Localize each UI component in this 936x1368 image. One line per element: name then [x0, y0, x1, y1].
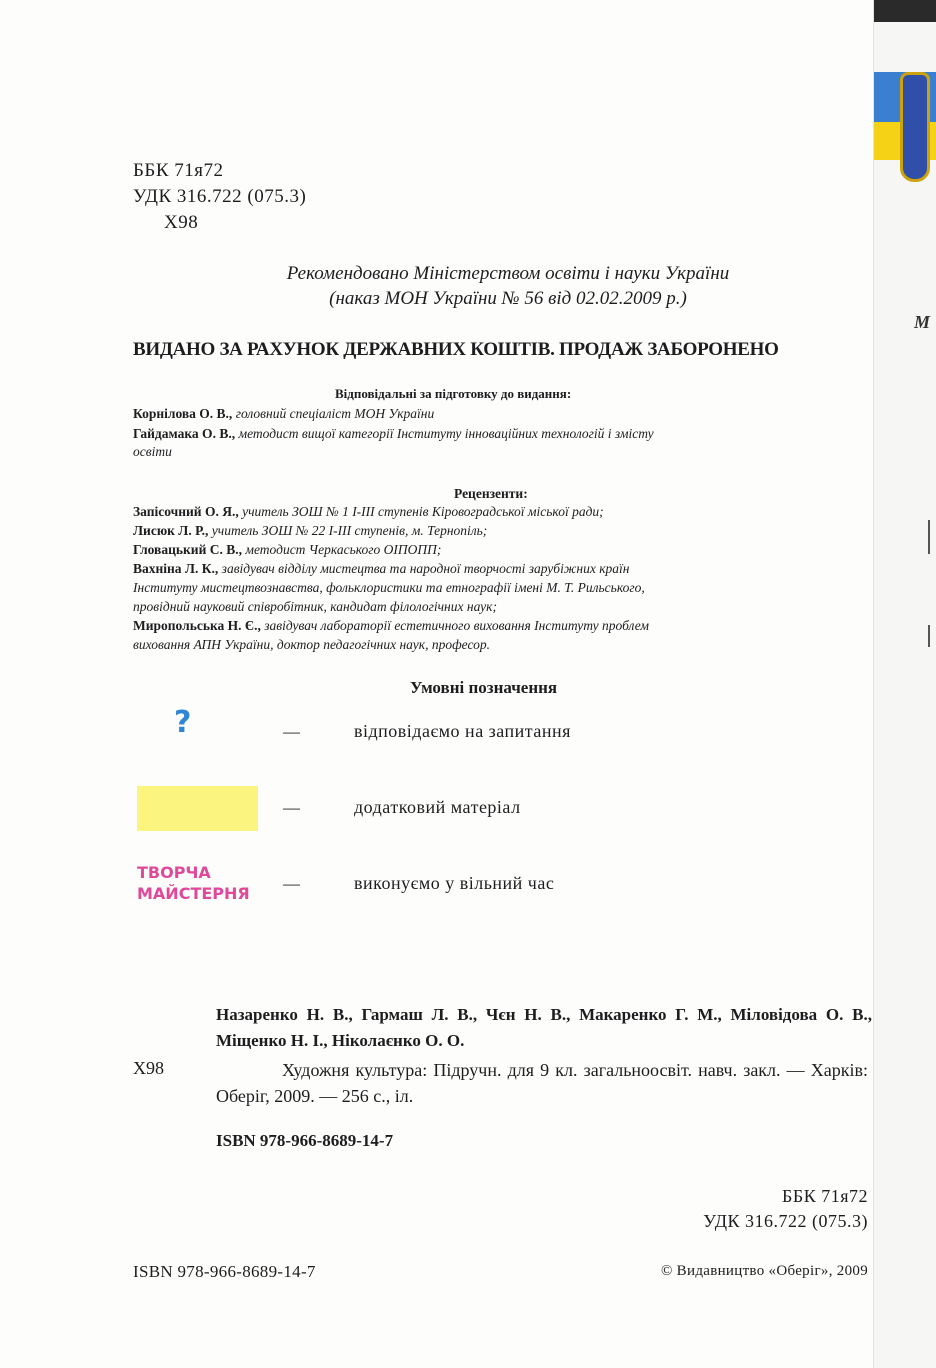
reviewer	[133, 541, 441, 559]
author-mark: Х98	[164, 212, 199, 233]
person-name: Гайдамака О. В.,	[133, 426, 236, 441]
reviewer-name: Гловацький С. В.,	[133, 542, 242, 557]
catalog-udk: УДК 316.722 (075.3)	[703, 1211, 868, 1231]
reviewer-role: методист Черкаського ОІПОПП;	[245, 542, 442, 557]
coat-of-arms-icon	[900, 72, 930, 182]
recommendation-line1: Рекомендовано Міністерством освіти і науки України	[286, 263, 730, 284]
edge-letter: М	[913, 312, 930, 332]
tvorcha-majsternia-label	[137, 862, 250, 904]
publisher-copyright: © Видавництво «Оберіг», 2009	[660, 1263, 868, 1279]
person-role: методист вищої категорії Інституту інноваційних технологій і змісту	[238, 426, 654, 441]
responsible-heading: Відповідальні за підготовку до видання:	[335, 386, 572, 401]
reviewer-name: Запісочний О. Я.,	[133, 504, 239, 519]
legend-dash: —	[283, 798, 300, 817]
reviewer	[133, 560, 629, 578]
recommendation-line2: (наказ МОН України № 56 від 02.02.2009 р.)	[329, 288, 687, 309]
label-line1: ТВОРЧА	[137, 863, 211, 882]
label-line2: МАЙСТЕРНЯ	[137, 884, 250, 903]
reviewer-role: завідувач відділу мистецтва та народної творчості зарубіжних країн	[221, 561, 630, 576]
catalog-description: Художня культура: Підручн. для 9 кл. загальноосвіт. навч. закл. — Харків: Оберіг, 2009. — 256 с., іл.	[216, 1060, 868, 1106]
yellow-box-icon	[137, 786, 258, 831]
udk-code: УДК 316.722 (075.3)	[133, 186, 307, 207]
question-mark-icon: ?	[174, 705, 192, 740]
reviewers-heading: Рецензенти:	[454, 486, 528, 501]
responsible-role-cont	[133, 443, 172, 461]
reviewer-role-cont	[133, 636, 490, 654]
reviewer	[133, 617, 649, 635]
responsible-person	[133, 425, 654, 443]
adjacent-page-edge	[873, 0, 936, 1368]
responsible-person	[133, 405, 434, 423]
legend-text: виконуємо у вільний час	[354, 873, 555, 893]
state-funding-notice: ВИДАНО ЗА РАХУНОК ДЕРЖАВНИХ КОШТІВ. ПРОДАЖ ЗАБОРОНЕНО	[133, 339, 779, 360]
person-name: Корнілова О. В.,	[133, 406, 233, 421]
reviewer-name: Вахніна Л. К.,	[133, 561, 219, 576]
reviewer-role: Інституту мистецтвознавства, фольклористики та етнографії імені М. Т. Рильського,	[133, 580, 645, 595]
edge-mark	[928, 625, 930, 647]
reviewer-role: провідний науковий співробітник, кандидат філологічних наук;	[133, 599, 497, 614]
catalog-bbk: ББК 71я72	[782, 1186, 868, 1206]
bbk-code: ББК 71я72	[133, 160, 224, 181]
binding-strip	[874, 0, 936, 22]
reviewer	[133, 522, 487, 540]
footer-isbn: ISBN 978-966-8689-14-7	[133, 1262, 316, 1281]
edge-mark	[928, 520, 930, 554]
catalog-authors: Назаренко Н. В., Гармаш Л. В., Чєн Н. В., Макаренко Г. М., Міловідова О. В., Міщенко Н. І., Ніколаєнко О. О.	[216, 1005, 872, 1050]
reviewer-role: завідувач лабораторії естетичного виховання Інституту проблем	[264, 618, 650, 633]
reviewer-role: учитель ЗОШ № 22 І-ІІІ ступенів, м. Тернопіль;	[211, 523, 488, 538]
legend-dash: —	[283, 722, 300, 741]
catalog-isbn: ISBN 978-966-8689-14-7	[216, 1131, 394, 1150]
reviewer-role-cont	[133, 598, 497, 616]
legend-heading: Умовні позначення	[410, 678, 558, 697]
reviewer-role: виховання АПН України, доктор педагогічних наук, професор.	[133, 637, 490, 652]
person-role-cont: освіти	[133, 444, 172, 459]
reviewer-name: Лисюк Л. Р.,	[133, 523, 209, 538]
reviewer-name: Миропольська Н. Є.,	[133, 618, 261, 633]
reviewer-role-cont	[133, 579, 645, 597]
legend-text: додатковий матеріал	[354, 797, 521, 817]
catalog-code: Х98	[133, 1058, 164, 1078]
person-role: головний спеціаліст МОН України	[235, 406, 435, 421]
legend-dash: —	[283, 874, 300, 893]
reviewer-role: учитель ЗОШ № 1 І-ІІІ ступенів Кіровоградської міської ради;	[242, 504, 604, 519]
legend-text: відповідаємо на запитання	[354, 721, 571, 741]
reviewer	[133, 503, 604, 521]
